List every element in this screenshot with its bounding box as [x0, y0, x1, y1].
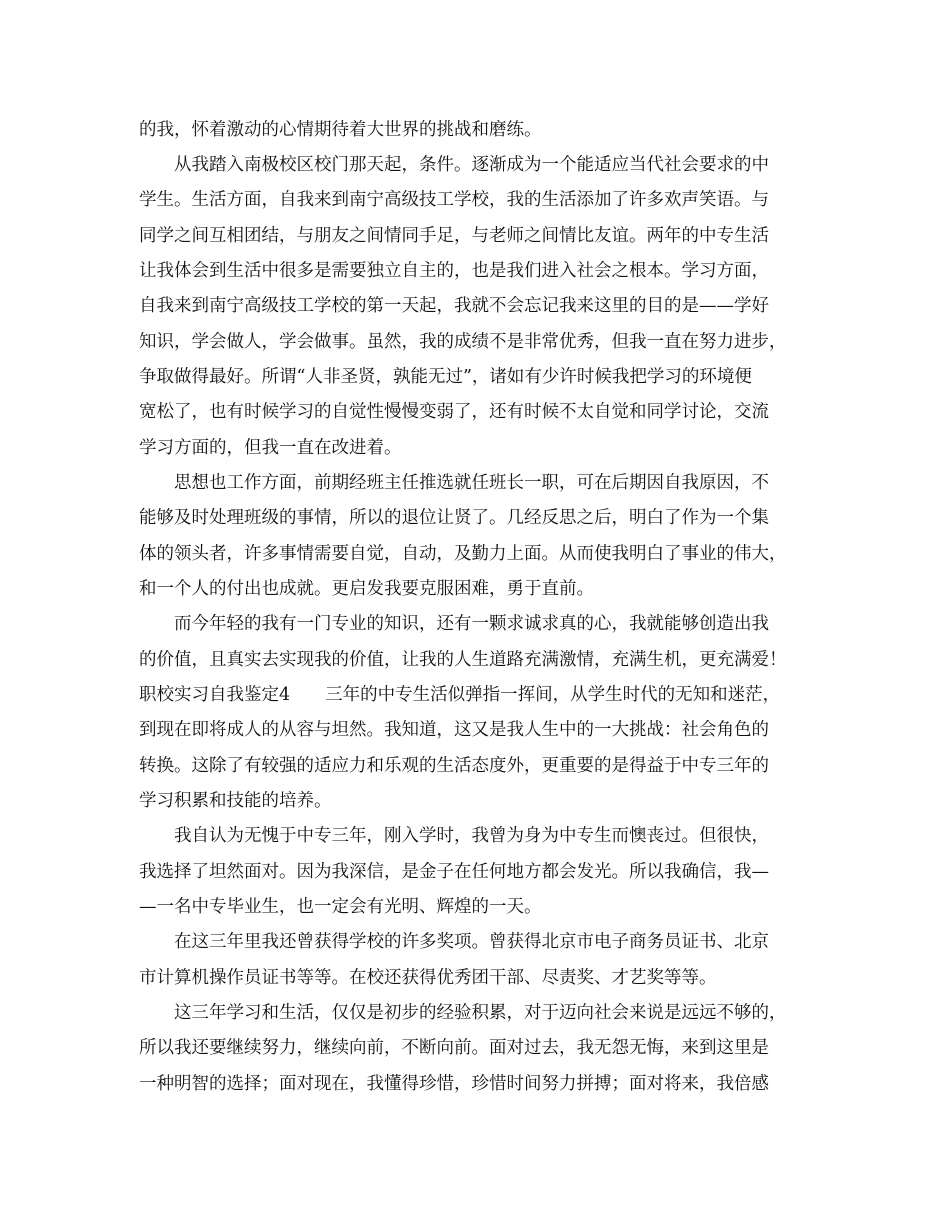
text-line: 让我体会到生活中很多是需要独立自主的，也是我们进入社会之根本。学习方面， [139, 261, 769, 281]
text-line: —一名中专毕业生，也一定会有光明、辉煌的一天。 [139, 897, 542, 917]
text-line: 能够及时处理班级的事情，所以的退位让贤了。几经反思之后，明白了作为一个集 [139, 508, 769, 528]
text-line: 我选择了坦然面对。因为我深信，是金子在任何地方都会发光。所以我确信，我— [139, 862, 769, 882]
paragraph-start-line: 这三年学习和生活，仅仅是初步的经验积累，对于迈向社会来说是远远不够的， [174, 1003, 787, 1023]
text-line: 转换。这除了有较强的适应力和乐观的生活态度外，更重要的是得益于中专三年的 [139, 756, 769, 776]
text-line: 一种明智的选择；面对现在，我懂得珍惜，珍惜时间努力拼搏；面对将来，我倍感 [139, 1074, 769, 1094]
text-line: 体的领头者，许多事情需要自觉，自动，及勤力上面。从而使我明白了事业的伟大， [139, 544, 787, 564]
paragraph-start-line: 我自认为无愧于中专三年，刚入学时，我曾为身为中专生而懊丧过。但很快， [174, 826, 769, 846]
text-line: 的我，怀着激动的心情期待着大世界的挑战和磨练。 [139, 120, 542, 140]
text-line: 的价值，且真实去实现我的价值，让我的人生道路充满激情，充满生机，更充满爱！ [139, 650, 787, 670]
text-line: 市计算机操作员证书等等。在校还获得优秀团干部、尽责奖、才艺奖等等。 [139, 968, 717, 988]
paragraph-start-line: 从我踏入南极校区校门那天起，条件。逐渐成为一个能适应当代社会要求的中 [174, 155, 769, 175]
paragraph-start-line: 在这三年里我还曾获得学校的许多奖项。曾获得北京市电子商务员证书、北京 [174, 932, 769, 952]
text-line: 所以我还要继续努力，继续向前，不断向前。面对过去，我无怨无悔，来到这里是 [139, 1038, 769, 1058]
text-line: 知识，学会做人，学会做事。虽然，我的成绩不是非常优秀，但我一直在努力进步， [139, 332, 787, 352]
paragraph-start-line: 而今年轻的我有一门专业的知识，还有一颗求诚求真的心，我就能够创造出我 [174, 614, 769, 634]
text-line: 到现在即将成人的从容与坦然。我知道，这又是我人生中的一大挑战：社会角色的 [139, 720, 769, 740]
text-line: 学生。生活方面，自我来到南宁高级技工学校，我的生活添加了许多欢声笑语。与 [139, 190, 769, 210]
section-heading-line: 职校实习自我鉴定4 三年的中专生活似弹指一挥间，从学生时代的无知和迷茫， [139, 685, 781, 705]
text-line: 宽松了，也有时候学习的自觉性慢慢变弱了，还有时候不太自觉和同学讨论，交流 [139, 402, 769, 422]
paragraph-start-line: 思想也工作方面，前期经班主任推选就任班长一职，可在后期因自我原因，不 [174, 473, 769, 493]
text-line: 和一个人的付出也成就。更启发我要克服困难，勇于直前。 [139, 579, 594, 599]
text-line: 争取做得最好。所谓“人非圣贤，孰能无过”，诸如有少许时候我把学习的环境便 [139, 367, 752, 387]
text-line: 同学之间互相团结，与朋友之间情同手足，与老师之间情比友谊。两年的中专生活 [139, 226, 769, 246]
text-line: 自我来到南宁高级技工学校的第一天起，我就不会忘记我来这里的目的是——学好 [139, 296, 769, 316]
text-line: 学习方面的，但我一直在改进着。 [139, 438, 402, 458]
text-line: 学习积累和技能的培养。 [139, 791, 332, 811]
